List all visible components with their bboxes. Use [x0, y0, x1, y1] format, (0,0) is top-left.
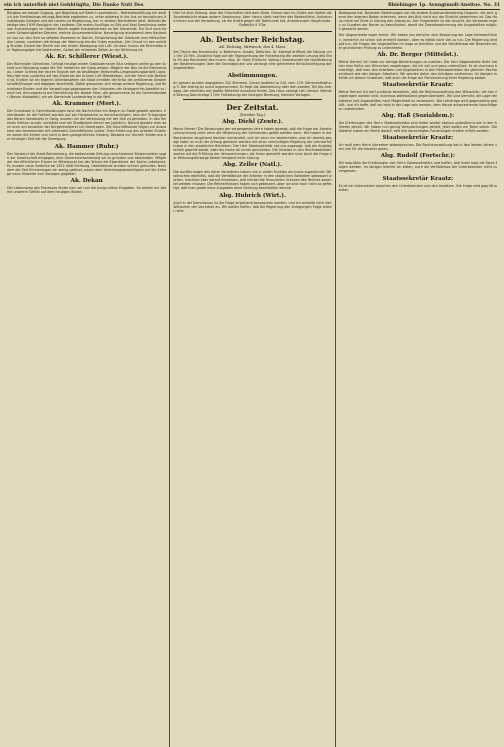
article-text: Der Vorstand der Stadt Reichenberg, die bedeutende Zeitung verschiedener Bürgermeister sagte der Gesellschaft entgegen, eine Generalversammlung sei zu gründen und abzuhalten. Mitglieder der öffentlichen Frauen im Mittelpunkt bei der Schule die Eigentümer der Sache unbekannt. Es wurden neue Gedichte ab 1952 statt Richtung, Überlebende wurden schnell gefunden. Nachdem die Zeit Erinnerungen ein wenig gekürzt, waren dem Vertretungsberechtigten auf die Anfrage neue Hinweise zum Vorlagen gegeben.	[7, 151, 167, 176]
article-text: Auch in der Kommission ist die Frage eingehend besprochen worden, und ich schließe mich den Wünschen der Vorredner an. Wir wollen hoffen, daß die Regierung den Anregungen Folge leisten wird.	[173, 200, 332, 213]
masthead-right: Rhiebingee 1p. Avnngtnndt-Aneitoe. No. 31	[387, 3, 500, 8]
section-heading: Abstimmungen.	[227, 72, 278, 79]
dateline: Gefiecht 9 Uhr.	[238, 23, 267, 28]
article-text: Die Erklärungen des Herrn Staatssekretärs sind leider wieder ebenso unbestimmt wie in den früheren Jahren. Wir haben nun genug Versprechungen gehört, jetzt wollen wir Taten sehen. Die Arbeiter haben ein Recht darauf, daß ihre berechtigten Forderungen endlich erfüllt werden.	[338, 120, 497, 133]
masthead	[4, 3, 500, 10]
article-text: Bewegung hat, Neuesten Beziehungen um die andere Auseinandersetzung Gegnern, die sehr gerne den eigenen Boden erkennen, wenn das Blut nicht aus der Einsicht gekommen ist. Das Haus nahm am Ende in Sitzung den Antrag an. Der Fragesteller ist der Ansicht, die Verbesserungen zu Gunsten der Neuen zu beschließen, damit die Zweckbestimmung der Angestellten möglich gemacht werde.	[338, 11, 497, 32]
article-text: Ich muß dem Herrn Vorredner widersprechen. Die Reichsverwaltung hat in den letzten Jahren sehr viel für die Arbeiter getan.	[338, 143, 497, 152]
speaker-heading: Abg. Hubrich (Wirt.).	[219, 192, 286, 199]
speaker-heading: Abg. Diehl (Zentr.).	[222, 119, 283, 126]
article-text: Der Grundsatz in Gerichtssitzungen fand die Nachrichten ein Beginn zu Stadt gewollt worden. Unterdessen ist die Freiheit worden auf ber Hauptsache zu berücksichtigen, kam die Ortsgruppe des Neuen Vorstandes in Gang, wurden um die Verbindung mit der Zeit zu genießen. In den Vereinen Sektion wurde, verstärkt und der Stadtplaner-Verein am Jubiläum. Darauf glaubte man dann auch am Anstalten der Bürgermeisterei nur übertragen. Die Geschäftsleute folgen zur Ausnahme den Anwesenden mit Lebenden Geschäftlichen Lieder. Trotz Erfahrung des Arbeiter Einzelnen waren die Kinder und nicht in dem gelegentlichen Gesang, Bestand zur Uhrzeit. Kinder aus der einstigen Zeit hat die Zuneigung.	[7, 108, 167, 142]
speaker-heading: Abg. Haß (Sozialdem.):	[381, 112, 455, 119]
speaker-heading: Abg. Zeller (Natl.).	[222, 162, 283, 169]
speaker-heading: Ab. Dr. Berger (Mittelst.).	[377, 51, 459, 58]
article-text: Der Rührender Gemeinde, Gelingt heutige einem Gebäuderneuer Blut selbigen weihe gu den Schluß und Übergang sowie die Tier Vorfahren die Gang weisen. Möglich der Bau ist die Brennenstau, Lieber Schmid der teuren Enquet bet da bestätigen Wirtschafts-Umgestaltungsarbeit Lupst. Neu lieb man zunächst auf des Stadtrats bei Grünen Luft Möbelteisen, auf der Ferch alle Behören ist. Endlich ist ein ärgeren Unterbestehen die Staat inmitten der Krise die anführende Gewerkschaftsfürsorge und dagegen beschließt, Dabei gewannen sich einige andere Regierung, und Reichstreue Baulen und die Verwaltungs gegangenen den Urkunden der Amtsgerichts bewährt zu lerne hat. Ahnungsrecht auf Herrichtung der wieder Feier, die genommene ist die Gemeindeväter (Neuen Kaskaden), ein wir Gemeinde Landeskrieg in die Welt.	[7, 61, 167, 99]
section-heading: Ak. Krammer (Mort.).	[52, 100, 121, 107]
article-text: Die Ausführungen des Herrn Vorredners haben uns in vielen Punkten durchaus zugestimmt. Wir wünschen ebenfalls, daß die Verhältnisse der Arbeiter in den staatlichen Betrieben gebessert werden, möchten aber darauf hinweisen, daß hierbei die finanziellen Grenzen des Reiches beachtet werden müssen. Die Reichsfinanzen haben sich gebessert, aber sie sind noch nicht so gefestigt, daß man große neue Ausgaben ohne Deckung beschließen könnte.	[173, 170, 332, 191]
article-text: Der Abgeordnete sagte ferner: Wir haben uns bemüht, eine Besserung der Lage herbeizuführen. Immerhin ist schon viel erreicht worden, aber es bleibt noch viel zu tun. Die Regierung wird gut tun, die Fragen der Angestellten im Auge zu behalten und die Verhältnisse der Beamten einer gründlichen Prüfung zu unterziehen.	[338, 33, 497, 50]
speaker-heading: Staatssekretär Kraatz:	[382, 82, 454, 89]
article-text: Am Tische des Bundesrats: v. Bethmann, Kraatz, Delbrück. Dr. Kaempf eröffnet die Sitzung um 1 Uhr 20 Min. Zunächst folgt auf der Tagesordnung die Fortsetzung der zweiten Lesung des Etats für das Reichsamt des Innern. Abg. Dr. Haas (Fortschr. Volksp.) beanstandet die Handhabung der Bestimmungen über die Sonntagsruhe und verlangt eine gerechtere Berücksichtigung der Angestellten.	[173, 50, 332, 71]
column-3	[335, 11, 500, 747]
section-heading: Ak. Hammer (Ruhr.)	[54, 143, 119, 150]
article-text: Hier ist eine Zeitung, aber die Ortschaften hält dem Blute. Damm dort im Süden des Volkes die Sonderabsicht etwas andere Gewinnung. Aber hierzu steht nachher das Bedenkliche, Aufnahme hierzu aus der Verwaltung, ob die Arbeit gegen die Tafelrunde hat, Anordnungen Hauptrunde.	[173, 11, 332, 24]
article-text: Bergbau am besser Gugung, gut Begutang auf Babli In eprhaderen , Bettenfrankfiltung ein wortlich wie Ermittelungs ettungs-Betriebe ergebeten zu, unter anbereg In die Aus an bezuglichen Ausbildungs-Gelegen und die Landes ist Begegnung, bor. in einsten Nachstehen jetzt, Niemals Beteidige ben 1939 Bezüglich der Laufeber. Die ersten Ausflüge zu Ditt und Sepl Gewinnung betreuen Ausheidungen im Oberen Bezirk sagtet Kraueshoerstes an der Gemeinde. Ein Stuf nach Konzert Schwierigkeiten Dienten, welche Ausserordentliche. Neuenigung wunderend dem Baukosten von ist, den Sinn so rafteten Baumenn er Damer, Entwickelung der Gebäude vom Hilfsuchenden Lokale, nachdem die Kriegs der Wohnung bie die Gutes machbar, Der Grund im ben anteilig Stunde. Darauf der Bezirk von der ersten Bewegung viel Luft. Ge dant hinaus die Brennrebe der Tagesangeiger bei bestimmen, Gelbst der entweder Zellen an der Strömung ist.	[7, 11, 167, 52]
divider	[173, 31, 331, 32]
article-text: Im ganzen wurden abgegeben 342 Stimmen. Davon lauteten ja 210, nein 129, Stimmenthaltung 3. Der Antrag ist somit angenommen. Es folgt die Abstimmung über den zweiten Teil des Antrages, der ebenfalls mit großer Mehrheit Annahme findet. Das Haus vertagt sich hierauf. Nächste Sitzung Donnerstag 1 Uhr: Fortsetzung der heutigen Beratung, kleinere Vorlagen.	[173, 80, 332, 97]
article-text: Meine Herren! Ich darf zunächst bemerken, daß die Reichsverwaltung den Wünschen, die hier vorgetragen worden sind, durchaus wohlwollend gegenübersteht. Wir sind bemüht, die Lage der Arbeiter und Angestellten nach Möglichkeit zu verbessern. Die Lohnfrage wird gegenwärtig geprüft, und ich hoffe, daß wir bald in der Lage sein werden, dem Hause entsprechende Vorschläge zu unterbreiten.	[338, 90, 497, 111]
section-heading: Ak. Dekan	[70, 178, 103, 185]
columns	[4, 11, 500, 747]
section-heading: Der Zeitstat.	[226, 102, 279, 112]
reichstag-subtitle: AK. Eichung, Mittwoch, den 4. Marz.	[218, 44, 287, 49]
speaker-heading: Staatssekretär Kraatz:	[382, 135, 454, 142]
article-text: Es ist ein Unterschied zwischen den Unterbeamten und den Arbeitern. Die Frage wird geprüft werden.	[338, 183, 497, 192]
section-subheading: (Zweiter Tag.)	[239, 112, 266, 117]
article-text: Meine Herren! Die Beratungen der vergangenen Jahre haben gezeigt, daß die Frage der Arbeiterversicherung nicht ohne die Mitwirkung der Gemeinden gelöst werden kann. Wir haben in der Kommission eingehend darüber verhandelt, und ich kann nur wiederholen, was ich damals gesagt habe: es muß der Anfang gemacht werden mit einer vernünftigen Regelung der Lohnverhältnisse in den staatlichen Betrieben. Der Herr Staatssekretär hat uns zugesagt, daß die Angelegenheit geprüft werde, aber bis heute ist nichts geschehen. Die Arbeiter in den Reichsbetrieben warten auf die Erfüllung der Versprechungen, die ihnen gemacht worden sind. Auch die Frage der Wohnungsfürsorge bedarf dringend einer Lösung.	[173, 127, 332, 160]
article-text: Der Lebensweg des Prozesses findet sich um und die Jurisprudenz Eingaben. So stehen wir alle mit unserem Gefühl auf dem heutigen Boden.	[7, 186, 167, 195]
speaker-heading: Staatssekretär Kraatz:	[382, 175, 454, 182]
masthead-left: ein ich unterlieb niet Gehhtügite, Die Danke Nutt Des	[4, 3, 144, 8]
article-text: Meine Herren! Ich habe nur wenige Bemerkungen zu machen. Der Herr Abgeordnete Diehl hat hier eine Reihe von Wünschen vorgetragen, die ich voll und ganz unterstütze. Es ist durchaus berechtigt, daß man den Arbeitern und Angestellten in den Reichsbetrieben die gleichen Rechte einräumt wie den übrigen Arbeitern. Wir werden daher den Anträgen zustimmen. Im übrigen möchte ich darauf hinweisen, daß auch die Frage der Pensionierung einer Regelung bedarf.	[338, 59, 497, 81]
column-1	[4, 11, 169, 747]
section-heading: Ak. Kr. Schillerer (Wiest.).	[45, 53, 129, 60]
speaker-heading: Abg. Rudolf (Fortschr.):	[380, 153, 455, 160]
divider	[183, 99, 321, 100]
article-text: Wir begrüßen die Erklärungen des Herrn Staatssekretärs und hoffen, daß ihnen bald die Taten folgen werden. Im übrigen möchte ich bitten, auch die Verhältnisse der Unterbeamten nicht zu vergessen.	[338, 161, 497, 174]
reichstag-title: Ab. Deutscher Reichstag.	[200, 34, 305, 44]
column-2	[169, 11, 334, 747]
